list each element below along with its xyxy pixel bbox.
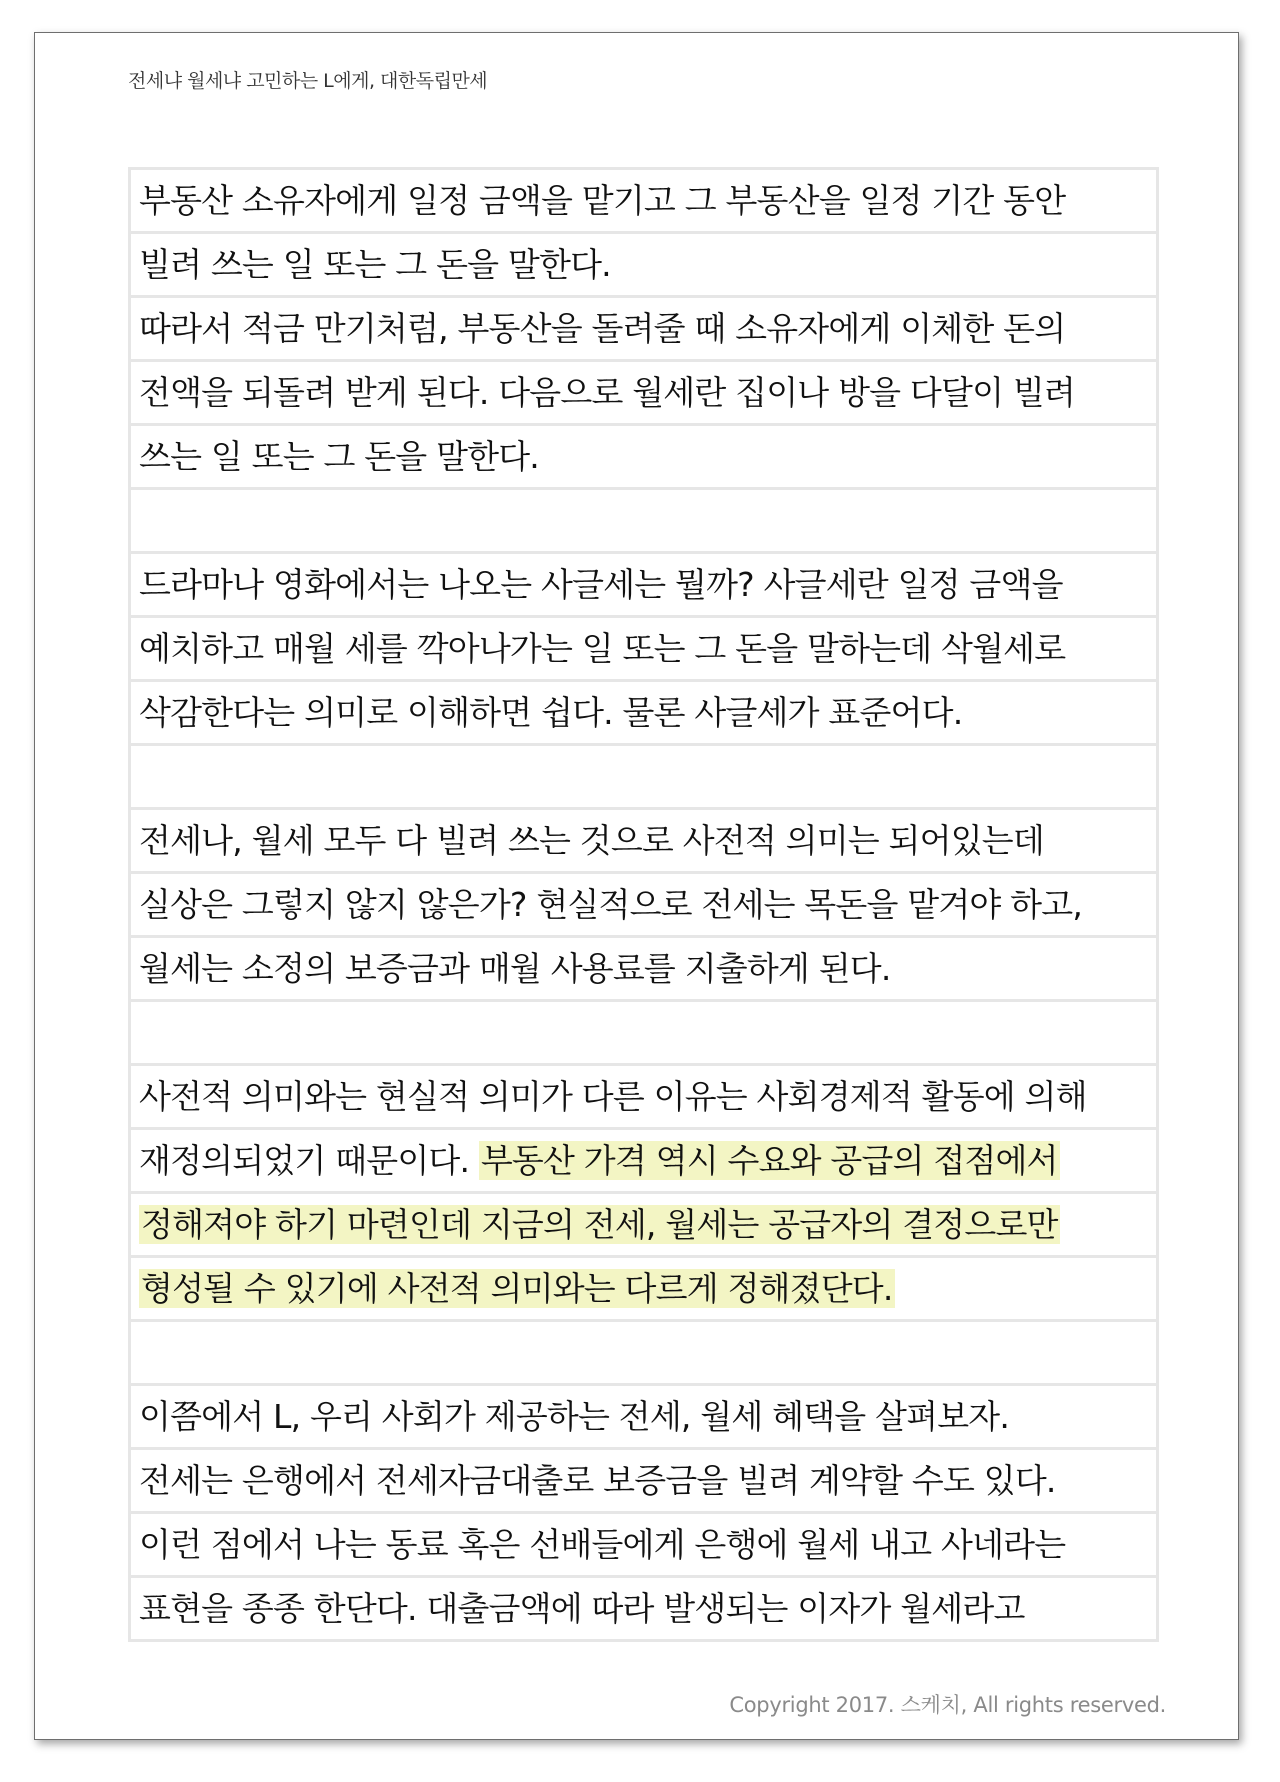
text-row <box>131 1130 1156 1194</box>
row-text: 표현을 종종 한단다. 대출금액에 따라 발생되는 이자가 월세라고 <box>139 1589 1025 1628</box>
row-text: 이런 점에서 나는 동료 혹은 선배들에게 은행에 월세 내고 사네라는 <box>139 1525 1066 1564</box>
row-text: 부동산 소유자에게 일정 금액을 맡기고 그 부동산을 일정 기간 동안 <box>139 181 1066 220</box>
text-row <box>131 874 1156 938</box>
text-row <box>131 426 1156 490</box>
row-text: 월세는 소정의 보증금과 매월 사용료를 지출하게 된다. <box>139 949 891 988</box>
text-row <box>131 810 1156 874</box>
ruled-text-grid <box>128 167 1159 1642</box>
row-text: 이쯤에서 L, 우리 사회가 제공하는 전세, 월세 혜택을 살펴보자. <box>139 1397 1010 1436</box>
highlighted-text: 정해져야 하기 마련인데 지금의 전세, 월세는 공급자의 결정으로만 <box>141 1205 1058 1244</box>
row-text: 쓰는 일 또는 그 돈을 말한다. <box>139 437 539 476</box>
blank-row <box>131 1322 1156 1386</box>
row-text: 드라마나 영화에서는 나오는 사글세는 뭘까? 사글세란 일정 금액을 <box>139 565 1063 604</box>
text-row <box>131 234 1156 298</box>
text-row <box>131 554 1156 618</box>
row-text: 실상은 그렇지 않지 않은가? 현실적으로 전세는 목돈을 맡겨야 하고, <box>139 885 1083 924</box>
text-row <box>131 1066 1156 1130</box>
text-row <box>131 1258 1156 1322</box>
highlighted-text: 형성될 수 있기에 사전적 의미와는 다르게 정해졌단다. <box>141 1269 893 1308</box>
text-row <box>131 938 1156 1002</box>
copyright-notice: Copyright 2017. 스케치, All rights reserved. <box>729 1693 1166 1717</box>
page-title: 전세냐 월세냐 고민하는 L에게, 대한독립만세 <box>128 70 488 92</box>
document-page <box>34 32 1239 1740</box>
text-row <box>131 1514 1156 1578</box>
row-text: 재정의되었기 때문이다. <box>139 1141 479 1180</box>
row-text: 따라서 적금 만기처럼, 부동산을 돌려줄 때 소유자에게 이체한 돈의 <box>139 309 1066 348</box>
row-text: 사전적 의미와는 현실적 의미가 다른 이유는 사회경제적 활동에 의해 <box>139 1077 1087 1116</box>
row-text: 예치하고 매월 세를 깍아나가는 일 또는 그 돈을 말하는데 삭월세로 <box>139 629 1066 668</box>
text-row <box>131 170 1156 234</box>
highlighted-text: 부동산 가격 역시 수요와 공급의 접점에서 <box>480 1141 1058 1180</box>
row-text: 빌려 쓰는 일 또는 그 돈을 말한다. <box>139 245 611 284</box>
text-row <box>131 1386 1156 1450</box>
text-row <box>131 618 1156 682</box>
blank-row <box>131 746 1156 810</box>
text-row <box>131 1450 1156 1514</box>
text-row <box>131 682 1156 746</box>
row-text: 전액을 되돌려 받게 된다. 다음으로 월세란 집이나 방을 다달이 빌려 <box>139 373 1076 412</box>
blank-row <box>131 1002 1156 1066</box>
text-row <box>131 298 1156 362</box>
text-row <box>131 362 1156 426</box>
text-row <box>131 1194 1156 1258</box>
blank-row <box>131 490 1156 554</box>
row-text: 삭감한다는 의미로 이해하면 쉽다. 물론 사글세가 표준어다. <box>139 693 963 732</box>
row-text: 전세나, 월세 모두 다 빌려 쓰는 것으로 사전적 의미는 되어있는데 <box>139 821 1044 860</box>
text-row <box>131 1578 1156 1642</box>
row-text: 전세는 은행에서 전세자금대출로 보증금을 빌려 계약할 수도 있다. <box>139 1461 1056 1500</box>
